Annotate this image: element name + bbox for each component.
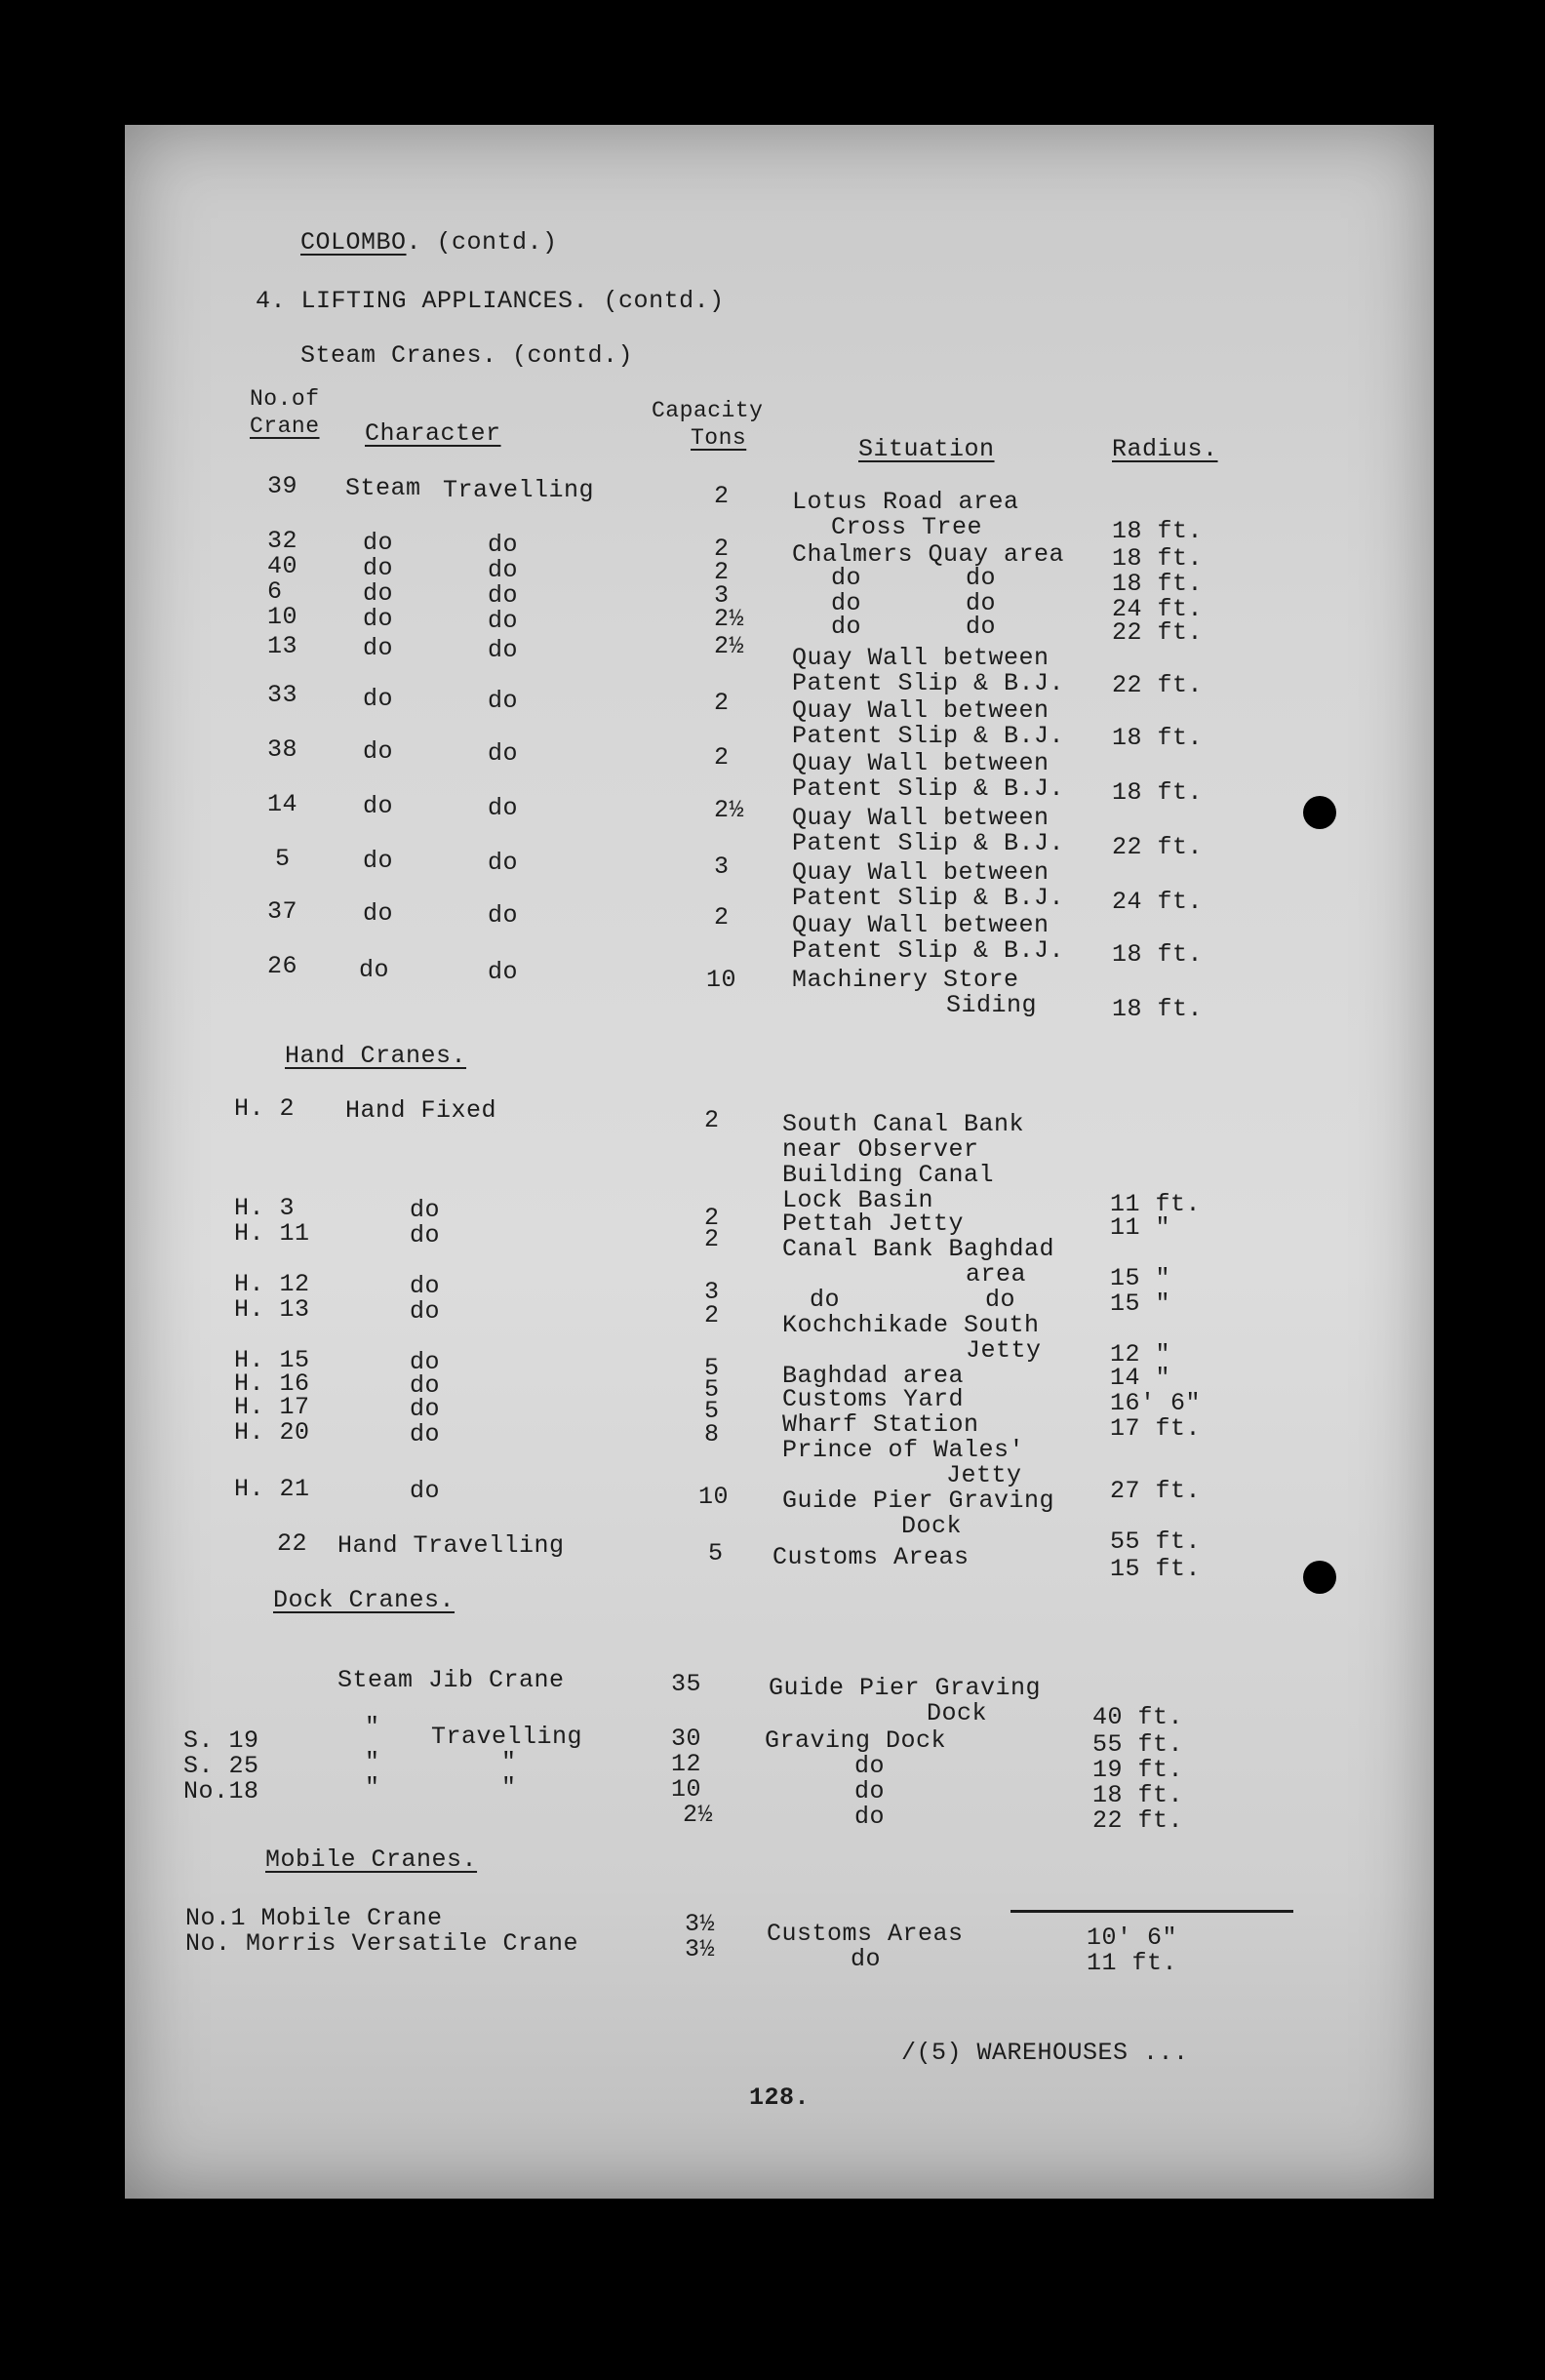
hand-radius: 17 ft.	[1110, 1414, 1202, 1443]
hand-char: do	[410, 1196, 441, 1224]
dock-char2: "	[501, 1748, 517, 1776]
hand-char: do	[410, 1272, 441, 1300]
dock-radius: 40 ft.	[1092, 1703, 1184, 1731]
mobile-sit: Customs Areas	[767, 1920, 964, 1948]
dock-radius: 18 ft.	[1092, 1781, 1184, 1809]
hand-char: do	[410, 1221, 441, 1250]
steam-no: 39	[267, 472, 298, 500]
steam-sit-line: Patent Slip & B.J.	[792, 774, 1065, 803]
hand-no: H. 3	[234, 1194, 296, 1222]
hand-char: Hand Travelling	[337, 1531, 565, 1560]
hand-sit-line: Jetty	[966, 1336, 1042, 1365]
hand-sit-line: Kochchikade South	[782, 1311, 1040, 1339]
hand-radius: 16' 6"	[1110, 1389, 1202, 1417]
hand-sit-line: Pettah Jetty	[782, 1210, 965, 1238]
hand-sit-line: Dock	[901, 1512, 963, 1540]
mobile-text: No. Morris Versatile Crane	[185, 1929, 579, 1958]
mobile-cap: 3½	[685, 1935, 716, 1964]
steam-char2: do	[488, 739, 519, 768]
steam-cap: 2½	[714, 605, 745, 633]
hand-radius: 14 "	[1110, 1364, 1171, 1392]
hand-cap: 5	[704, 1375, 720, 1404]
hand-cap: 5	[704, 1397, 720, 1425]
hand-sit-line: Wharf Station	[782, 1410, 979, 1439]
col-no-line1: No.of	[250, 386, 320, 412]
hand-radius: 27 ft.	[1110, 1477, 1202, 1505]
dock-no: No.18	[183, 1777, 259, 1805]
hand-cap: 5	[708, 1539, 724, 1567]
mobile-cap: 3½	[685, 1910, 716, 1938]
dock-cap: 10	[671, 1775, 702, 1804]
steam-cap: 3	[714, 581, 730, 610]
col-no-line2: Crane	[250, 414, 320, 439]
steam-no: 40	[267, 552, 298, 580]
steam-sit-line: Quay Wall between	[792, 911, 1050, 939]
steam-no: 13	[267, 632, 298, 660]
steam-char2: do	[488, 794, 519, 822]
steam-cap: 2½	[714, 796, 745, 824]
steam-sit-line: Cross Tree	[831, 513, 983, 541]
hand-no: H. 21	[234, 1475, 310, 1503]
dock-cap: 35	[671, 1670, 702, 1698]
steam-cap: 3	[714, 853, 730, 881]
ruled-line	[1010, 1910, 1293, 1913]
steam-sit-line: Lotus Road area	[792, 488, 1019, 516]
punch-hole-upper	[1303, 796, 1336, 829]
steam-sit-line: Machinery Store	[792, 966, 1019, 994]
steam-sit-line: Quay Wall between	[792, 804, 1050, 832]
hand-no: H. 11	[234, 1219, 310, 1248]
header-place-line	[300, 230, 558, 255]
steam-radius: 18 ft.	[1112, 724, 1204, 752]
steam-char1: do	[363, 529, 394, 557]
steam-sit-line: Patent Slip & B.J.	[792, 936, 1065, 965]
steam-char1: do	[363, 605, 394, 633]
hand-sit-line: Guide Pier Graving	[782, 1487, 1055, 1515]
document-sheet	[125, 125, 1434, 2199]
steam-char1: do	[363, 554, 394, 582]
steam-char2: do	[488, 901, 519, 930]
steam-char1: do	[363, 634, 394, 662]
steam-cap: 2	[714, 903, 730, 932]
steam-sit-line: Siding	[946, 991, 1038, 1019]
steam-no: 37	[267, 897, 298, 926]
col-situation: Situation	[858, 435, 995, 463]
steam-sit-line: Patent Slip & B.J.	[792, 829, 1065, 857]
steam-radius: 24 ft.	[1112, 888, 1204, 916]
hand-cap: 8	[704, 1420, 720, 1448]
mobile-sit: do	[851, 1945, 882, 1973]
steam-char2: do	[488, 958, 519, 986]
hand-cap: 2	[704, 1225, 720, 1253]
dock-char2: Travelling	[431, 1723, 583, 1751]
hand-sit-line: Jetty	[946, 1461, 1022, 1489]
hand-radius-extra: 15 ft.	[1110, 1555, 1202, 1583]
steam-cap: 2	[714, 558, 730, 586]
steam-char1: do	[363, 579, 394, 608]
steam-char1: Steam	[345, 474, 421, 502]
place-suffix: . (contd.)	[406, 228, 558, 257]
hand-sit-line: do	[985, 1286, 1016, 1314]
col-capacity-line2: Tons	[691, 425, 747, 451]
hand-no: H. 16	[234, 1369, 310, 1398]
punch-hole-lower	[1303, 1561, 1336, 1594]
hand-sit-line: Prince of Wales'	[782, 1436, 1025, 1464]
hand-sit-line: Building Canal	[782, 1161, 995, 1189]
hand-no: H. 12	[234, 1270, 310, 1298]
hand-sit-line: Canal Bank Baghdad	[782, 1235, 1055, 1263]
hand-char: do	[410, 1348, 441, 1376]
hand-radius: 11 "	[1110, 1213, 1171, 1242]
hand-sit-line: Lock Basin	[782, 1186, 934, 1214]
mobile-radius: 11 ft.	[1087, 1949, 1178, 1977]
dock-cap: 2½	[683, 1801, 714, 1829]
steam-no: 32	[267, 527, 298, 555]
steam-no: 10	[267, 603, 298, 631]
steam-sit-line: do	[966, 564, 997, 592]
hand-no: H. 2	[234, 1094, 296, 1123]
steam-sit-line: do	[831, 564, 862, 592]
dock-no: S. 25	[183, 1752, 259, 1780]
steam-radius: 18 ft.	[1112, 570, 1204, 598]
col-radius: Radius.	[1112, 435, 1218, 463]
steam-radius: 18 ft.	[1112, 995, 1204, 1023]
steam-radius: 18 ft.	[1112, 940, 1204, 969]
steam-char1: do	[363, 685, 394, 713]
steam-sit-line: Patent Slip & B.J.	[792, 669, 1065, 697]
dock-char1: "	[365, 1748, 380, 1776]
hand-char: do	[410, 1371, 441, 1400]
steam-radius: 22 ft.	[1112, 833, 1204, 861]
steam-sit-line: do	[831, 613, 862, 641]
hand-sit-line: near Observer	[782, 1135, 979, 1164]
hand-char: do	[410, 1477, 441, 1505]
dock-char2: "	[501, 1773, 517, 1802]
hand-no: H. 17	[234, 1393, 310, 1421]
steam-radius: 22 ft.	[1112, 618, 1204, 647]
steam-no: 5	[275, 845, 291, 873]
hand-radius: 11 ft.	[1110, 1190, 1202, 1218]
hand-radius: 12 "	[1110, 1340, 1171, 1368]
dock-radius: 55 ft.	[1092, 1730, 1184, 1759]
dock-char1: "	[365, 1713, 380, 1741]
dock-sit-line: do	[854, 1803, 886, 1831]
place-name: COLOMBO	[300, 228, 407, 257]
steam-char1: do	[363, 737, 394, 766]
steam-no: 38	[267, 735, 298, 764]
steam-no: 6	[267, 577, 283, 606]
mobile-cranes-heading: Mobile Cranes.	[265, 1845, 478, 1874]
steam-char2: Travelling	[443, 476, 595, 504]
dock-cap: 30	[671, 1725, 702, 1753]
hand-char: do	[410, 1395, 441, 1423]
hand-cap: 2	[704, 1204, 720, 1232]
steam-sit-line: do	[831, 589, 862, 617]
hand-sit-line: do	[810, 1286, 841, 1314]
dock-sit-line: Graving Dock	[765, 1726, 947, 1755]
steam-sit-line: Quay Wall between	[792, 696, 1050, 725]
hand-cap: 5	[704, 1354, 720, 1382]
mobile-radius: 10' 6"	[1087, 1924, 1178, 1952]
subsection-heading: Steam Cranes. (contd.)	[300, 341, 634, 370]
hand-cap: 10	[698, 1483, 730, 1511]
hand-no: H. 13	[234, 1295, 310, 1324]
hand-no: H. 20	[234, 1418, 310, 1447]
steam-radius: 18 ft.	[1112, 544, 1204, 573]
steam-char2: do	[488, 531, 519, 559]
hand-sit-line: area	[966, 1260, 1027, 1289]
col-character: Character	[365, 419, 501, 448]
steam-cap: 2½	[714, 632, 745, 660]
hand-char: Hand Fixed	[345, 1096, 497, 1125]
mobile-text: No.1 Mobile Crane	[185, 1904, 443, 1932]
steam-char1: do	[359, 956, 390, 984]
steam-sit-line: Patent Slip & B.J.	[792, 884, 1065, 912]
dock-char1: Steam Jib Crane	[337, 1666, 565, 1694]
col-capacity-line1: Capacity	[652, 398, 764, 423]
steam-radius: 24 ft.	[1112, 595, 1204, 623]
dock-sit-line: do	[854, 1777, 886, 1805]
hand-no: H. 15	[234, 1346, 310, 1374]
steam-no: 14	[267, 790, 298, 818]
hand-char: do	[410, 1297, 441, 1326]
steam-no: 33	[267, 681, 298, 709]
dock-cranes-heading: Dock Cranes.	[273, 1586, 456, 1614]
hand-sit-line: Baghdad area	[782, 1362, 965, 1390]
dock-radius: 19 ft.	[1092, 1756, 1184, 1784]
steam-radius: 18 ft.	[1112, 517, 1204, 545]
hand-char: do	[410, 1420, 441, 1448]
steam-sit-line: do	[966, 589, 997, 617]
hand-cap: 2	[704, 1106, 720, 1134]
steam-char2: do	[488, 581, 519, 610]
steam-sit-line: Quay Wall between	[792, 749, 1050, 777]
steam-char2: do	[488, 687, 519, 715]
dock-sit-line: Dock	[927, 1699, 988, 1727]
steam-no: 26	[267, 952, 298, 980]
hand-sit-line: Customs Yard	[782, 1385, 965, 1413]
hand-sit-line: South Canal Bank	[782, 1110, 1025, 1138]
steam-char1: do	[363, 792, 394, 820]
steam-char2: do	[488, 607, 519, 635]
steam-char1: do	[363, 847, 394, 875]
steam-cap: 2	[714, 535, 730, 563]
steam-sit-line: do	[966, 613, 997, 641]
hand-cap: 2	[704, 1301, 720, 1329]
steam-sit-line: Quay Wall between	[792, 644, 1050, 672]
section-heading: 4. LIFTING APPLIANCES. (contd.)	[256, 287, 725, 315]
steam-sit-line: Quay Wall between	[792, 858, 1050, 887]
steam-radius: 22 ft.	[1112, 671, 1204, 699]
steam-char2: do	[488, 849, 519, 877]
hand-cap: 3	[704, 1278, 720, 1306]
steam-sit-line: Chalmers Quay area	[792, 540, 1065, 569]
dock-sit-line: Guide Pier Graving	[769, 1674, 1042, 1702]
hand-sit-line: Customs Areas	[772, 1543, 970, 1571]
steam-radius: 18 ft.	[1112, 778, 1204, 807]
steam-char1: do	[363, 899, 394, 928]
dock-no: S. 19	[183, 1726, 259, 1755]
steam-cap: 2	[714, 743, 730, 772]
steam-cap: 2	[714, 689, 730, 717]
steam-sit-line: Patent Slip & B.J.	[792, 722, 1065, 750]
continuation-note: /(5) WAREHOUSES ...	[901, 2039, 1189, 2067]
steam-cap: 2	[714, 482, 730, 510]
steam-cap: 10	[706, 966, 737, 994]
steam-char2: do	[488, 636, 519, 664]
dock-cap: 12	[671, 1750, 702, 1778]
hand-radius: 15 "	[1110, 1264, 1171, 1292]
dock-radius: 22 ft.	[1092, 1806, 1184, 1835]
steam-char2: do	[488, 556, 519, 584]
hand-radius: 15 "	[1110, 1289, 1171, 1318]
dock-sit-line: do	[854, 1752, 886, 1780]
page-number: 128.	[749, 2083, 811, 2112]
hand-radius: 55 ft.	[1110, 1527, 1202, 1556]
hand-no: 22	[277, 1529, 308, 1558]
hand-cranes-heading: Hand Cranes.	[285, 1042, 467, 1070]
dock-char1: "	[365, 1773, 380, 1802]
